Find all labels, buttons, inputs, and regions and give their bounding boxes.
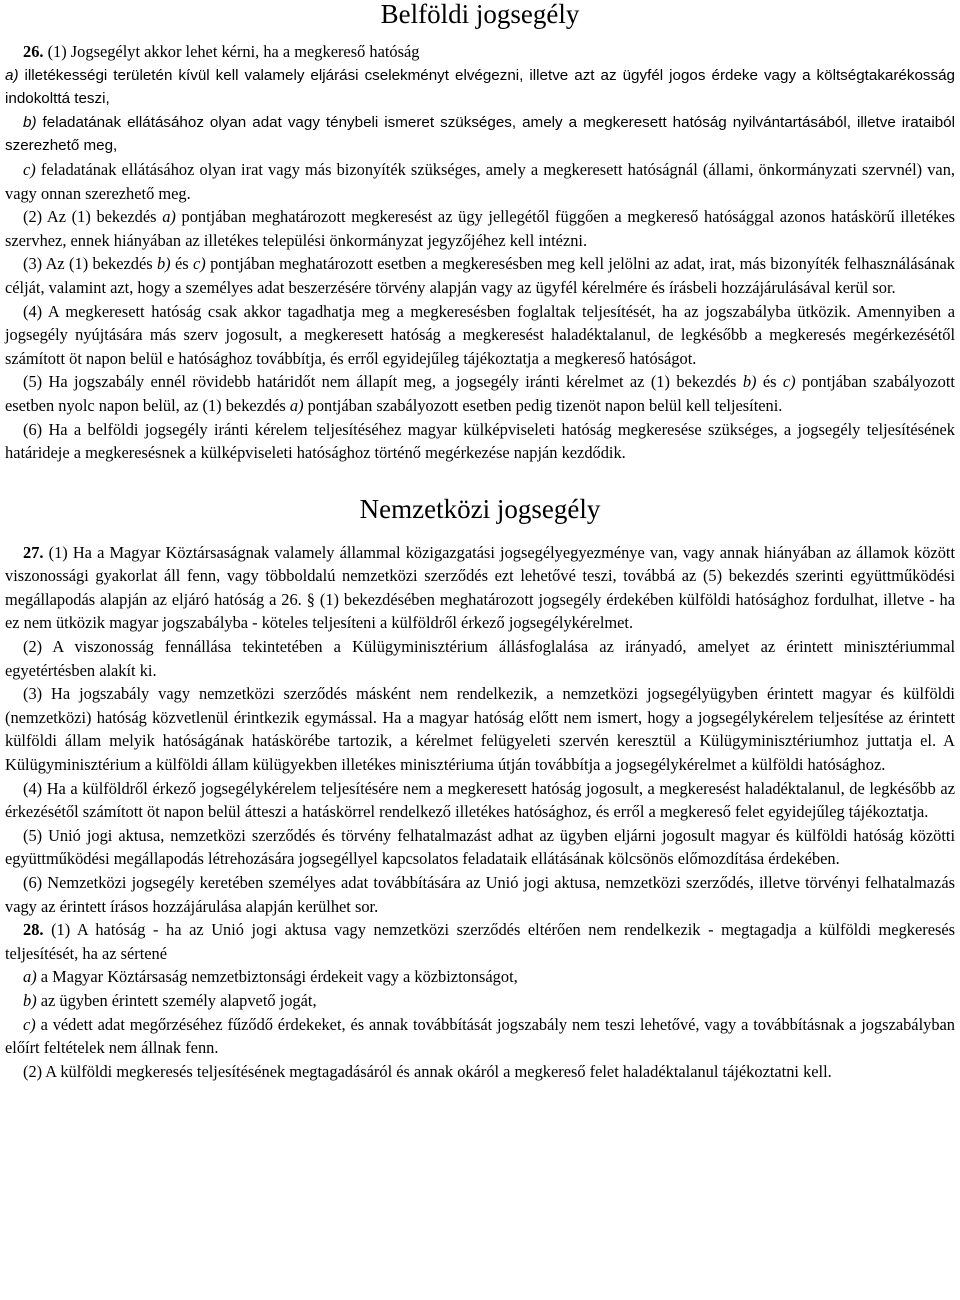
s27-paragraph-2: (2) A viszonosság fennállása tekintetében a Külügyminisztérium állásfoglalása az irányadó, amelyet az érintett minisztériummal egyetértésben alakít ki. <box>5 637 955 680</box>
s26-paragraph-5: (5) Ha jogszabály ennél rövidebb határidőt nem állapít meg, a jogsegély iránti kérelmet az (1) bekezdés b) és c) pontjában szabályozott esetben nyolc napon belül, az (1) bekezdés a) pontjában szabályozott esetben pedig tizenöt napon belül kell teljesíteni. <box>5 372 955 415</box>
s27-paragraph-6: (6) Nemzetközi jogsegély keretében személyes adat továbbítására az Unió jogi aktusa, nemzetközi szerződés, illetve törvényi felhatalmazás vagy az érintett írásos hozzájárulása alapján kerülhet sor. <box>5 873 955 916</box>
s26-p1-intro: 26. (1) Jogsegélyt akkor lehet kérni, ha a megkereső hatóság <box>23 42 420 61</box>
s27-paragraph-3: (3) Ha jogszabály vagy nemzetközi szerződés másként nem rendelkezik, a nemzetközi jogsegélyügyben érintett magyar és külföldi (nemzetközi) hatóság közvetlenül érintkezik egymással. Ha a magyar hatóság előtt nem ismert, hogy a jogsegélykérelem teljesítése az érintett külföldi állam melyik hatóságának hatáskörébe tartozik, a kérelmet felügyeleti szervén keresztül a Külügyminisztériumhoz juttatja el. A Külügyminisztérium a külföldi állam külügyekben illetékes minisztériuma útján továbbítja a jogsegélykérelmet a külföldi hatósághoz. <box>5 684 955 775</box>
s26-paragraph-4: (4) A megkeresett hatóság csak akkor tagadhatja meg a megkeresésben foglaltak teljesítését, ha az jogszabályba ütközik. Amennyiben a jogsegély nyújtására más szerv jogosult, a megkeresett hatóság a megkeresést haladéktalanul, de legkésőbb a megkeresés megérkezésétől számított öt napon belül e hatósághoz továbbítja, és erről egyidejűleg tájékoztatja a megkereső hatóságot. <box>5 301 955 368</box>
s27-paragraph-5: (5) Unió jogi aktusa, nemzetközi szerződés és törvény felhatalmazást adhat az ügyben eljárni jogosult magyar és külföldi hatóság közötti együttműködési megállapodás létrehozására jogsegéllyel kapcsolatos feladataik ellátásának kölcsönös előmozdítása érdekében. <box>5 825 955 869</box>
section-title-international: Nemzetközi jogsegély <box>359 493 601 524</box>
s27-paragraph-4: (4) Ha a külföldről érkező jogsegélykérelem teljesítésére nem a megkeresett hatóság jogosult, a megkeresést haladéktalanul, de legkésőbb az érkezésétől számított öt napon belül átteszi a hatáskörrel rendelkező illetékes hatósághoz, és erről a megkereső felet egyidejűleg tájékoztatja. <box>5 778 955 822</box>
s27-paragraph-1: 27. (1) Ha a Magyar Köztársaságnak valamely állammal közigazgatási jogsegélyegyezménye van, vagy annak hiányában az államok között viszonossági gyakorlat áll fenn, vagy többoldalú nemzetközi szerződés ezt lehetővé teszi, továbbá az (5) bekezdés szerinti együttműködési megállapodás alapján az eljáró hatóság a 26. § (1) bekezdésében meghatározott jogsegély érdekében külföldi hatósághoz fordulhat, illetve - ha ez nem ütközik magyar jogszabályba - köteles teljesíteni a külföldről érkező jogsegélykérelmet. <box>5 542 955 633</box>
s26-paragraph-2: (2) Az (1) bekezdés a) pontjában meghatározott megkeresést az ügy jellegétől függően a megkereső hatósággal azonos hatáskörű illetékes szervhez, ennek hiányában az illetékes települési önkormányzat jegyzőjéhez kell intézni. <box>5 207 955 250</box>
s26-paragraph-6: (6) Ha a belföldi jogsegély iránti kérelem teljesítéséhez magyar külképviseleti hatóság megkeresése szükséges, a jogsegély teljesítésének határideje a megkeresésnek a külképviseleti hatósághoz történő megérkezése napján kezdődik. <box>5 419 955 463</box>
s28-number: 28. <box>23 920 44 940</box>
s28-paragraph-1: 28. (1) A hatóság - ha az Unió jogi aktusa vagy nemzetközi szerződés eltérően nem rendelkezik - megtagadja a külföldi megkeresés teljesítését, ha az sértené <box>5 920 955 963</box>
s26-paragraph-3: (3) Az (1) bekezdés b) és c) pontjában meghatározott esetben a megkeresésben meg kell jelölni az adat, irat, más bizonyíték felhasználásának célját, valamint azt, hogy a személyes adat beszerzésére törvény alapján vagy az ügyfél kérelmére és írásbeli hozzájárulásával kerül sor. <box>5 254 955 297</box>
s28-point-a: a) a Magyar Köztársaság nemzetbiztonsági érdekeit vagy a közbiztonságot, <box>23 967 518 987</box>
section-title-domestic: Belföldi jogsegély <box>380 0 580 29</box>
s26-point-b: b) feladatának ellátásához olyan adat vagy ténybeli ismeret szükséges, amely a megkeresett hatóság nyilvántartásából, illetve irataiból szerezhető meg, <box>5 113 955 155</box>
s28-point-c: c) a védett adat megőrzéséhez fűződő érdekeket, és annak továbbítását jogszabály nem teszi lehetővé, vagy a továbbításnak a jogszabályban előírt feltételek nem állnak fenn. <box>5 1014 955 1058</box>
s26-point-c: c) feladatának ellátásához olyan irat vagy más bizonyíték szükséges, amely a megkeresett hatóságnál (állami, önkormányzati szervnél) van, vagy onnan szerezhető meg. <box>5 159 955 203</box>
s28-point-b: b) az ügyben érintett személy alapvető jogát, <box>23 990 317 1010</box>
s26-point-a: a) illetékességi területén kívül kell valamely eljárási cselekményt elvégezni, illetve azt az ügyfél jogos érdeke vagy a költségtakarékosság indokolttá teszi, <box>5 66 955 108</box>
s27-number: 27. <box>23 542 44 562</box>
s26-number: 26. <box>23 42 44 61</box>
s28-paragraph-2: (2) A külföldi megkeresés teljesítésének megtagadásáról és annak okáról a megkereső felet haladéktalanul tájékoztatni kell. <box>23 1061 832 1081</box>
